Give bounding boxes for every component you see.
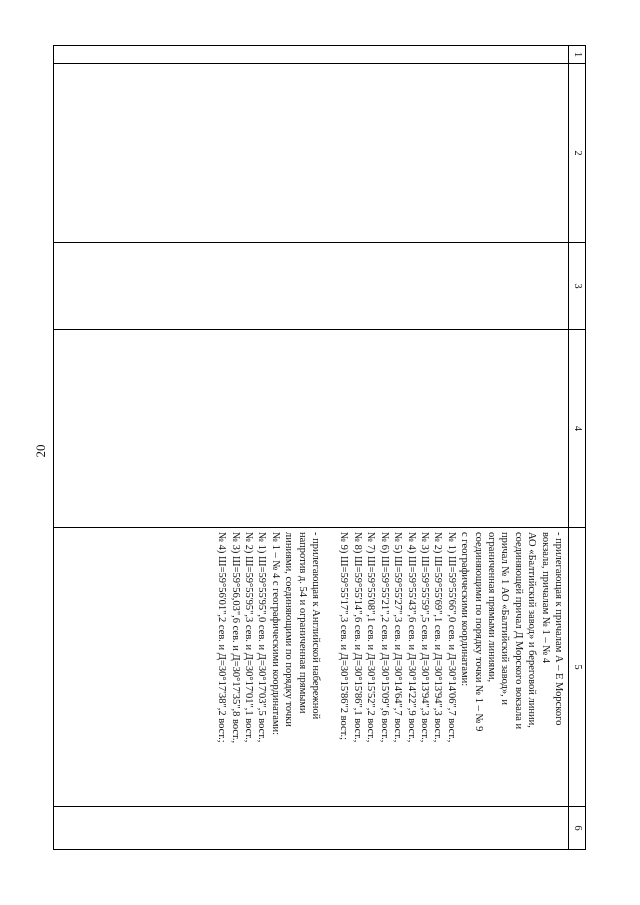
coordinate-line: № 2) Ш=59°55'95",3 сев. и Д=30°17'01",1 вост.,: [243, 532, 255, 743]
text-line: напротив д. 54 и ограниченная прямыми: [296, 532, 308, 714]
coordinate-line: № 1) Ш=59°55'66",0 сев. и Д=30°14'06",7 вост.,: [445, 532, 457, 743]
column-header-2: 2: [572, 150, 583, 156]
text-line: ограниченная прямыми линиями,: [485, 532, 497, 683]
data-table: [53, 45, 586, 850]
coordinate-line: № 2) Ш=59°55'69",1 сев. и Д=30°13'94",3 вост.,: [432, 532, 444, 743]
text-line: - прилегающая к Английской набережной: [310, 532, 322, 720]
text-line: вокзала, причалам № 1 – № 4: [539, 532, 551, 664]
column-header-5: 5: [572, 664, 583, 670]
coordinate-line: № 7) Ш=59°55'08",1 сев. и Д=30°15'52",2 вост.,: [365, 532, 377, 743]
text-line: с географическими координатами:: [459, 532, 471, 687]
rotated-table-area: [53, 45, 586, 850]
column-1: [54, 46, 585, 63]
text-line: - прилегающая к причалам А – Е Морского: [553, 532, 564, 726]
coordinate-line: № 8) Ш=59°55'14",6 сев. и Д=30°15'86",1 вост.,: [351, 532, 363, 743]
column-2: [54, 63, 585, 242]
coordinate-line: № 4) Ш=59°55'43",6 сев. и Д=30°14'22",9 вост.,: [405, 532, 417, 743]
column-5-content: [215, 532, 565, 803]
column-6: [54, 806, 585, 849]
text-line: соединяющими по порядку точки № 1 – № 9: [472, 532, 484, 732]
paragraph-gap: [322, 532, 337, 803]
text-line: АО «Балтийский завод» и береговой линии,: [526, 532, 538, 728]
page-number: 20: [33, 444, 48, 458]
column-header-1: 1: [572, 51, 583, 58]
column-header-3: 3: [572, 283, 583, 289]
coordinate-line: № 3) Ш=59°56,03",6 сев. и Д=30°17'35",8 вост.,: [229, 532, 241, 744]
coordinate-line: № 9) Ш=59°55'17",3 сев. и Д=30°15'86"2 вост.;: [338, 532, 350, 741]
column-4: [54, 329, 585, 527]
coordinate-line: № 5) Ш=59°55'27",3 сев. и Д=30°14'64",7 вост.,: [392, 532, 404, 743]
coordinate-line: № 4) Ш=59°56'01",2 сев. и Д=30°17'38",2 вост.;: [216, 532, 228, 743]
column-header-4: 4: [572, 425, 583, 432]
text-line: соединяющей причал Д Морского вокзала и: [512, 532, 524, 730]
coordinate-line: № 1) Ш=59°55'95",0 сев. и Д=30°17'03",5 вост.,: [256, 532, 268, 743]
column-3: [54, 242, 585, 329]
column-header-6: 6: [572, 825, 583, 831]
coordinate-line: № 3) Ш=59°55'59",5 сев. и Д=30°13'94",3 вост.,: [418, 532, 430, 743]
coordinate-line: № 6) Ш=59°55'21",2 сев. и Д=30°15'09",6 вост.,: [378, 532, 390, 743]
text-line: № 1 – № 4 с географическими координатами:: [269, 532, 281, 736]
text-line: линиями, соединяющими по порядку точки: [283, 532, 295, 727]
column-5: [54, 527, 585, 806]
text-line: причал № 1 АО «Балтийский завод», и: [499, 532, 511, 705]
